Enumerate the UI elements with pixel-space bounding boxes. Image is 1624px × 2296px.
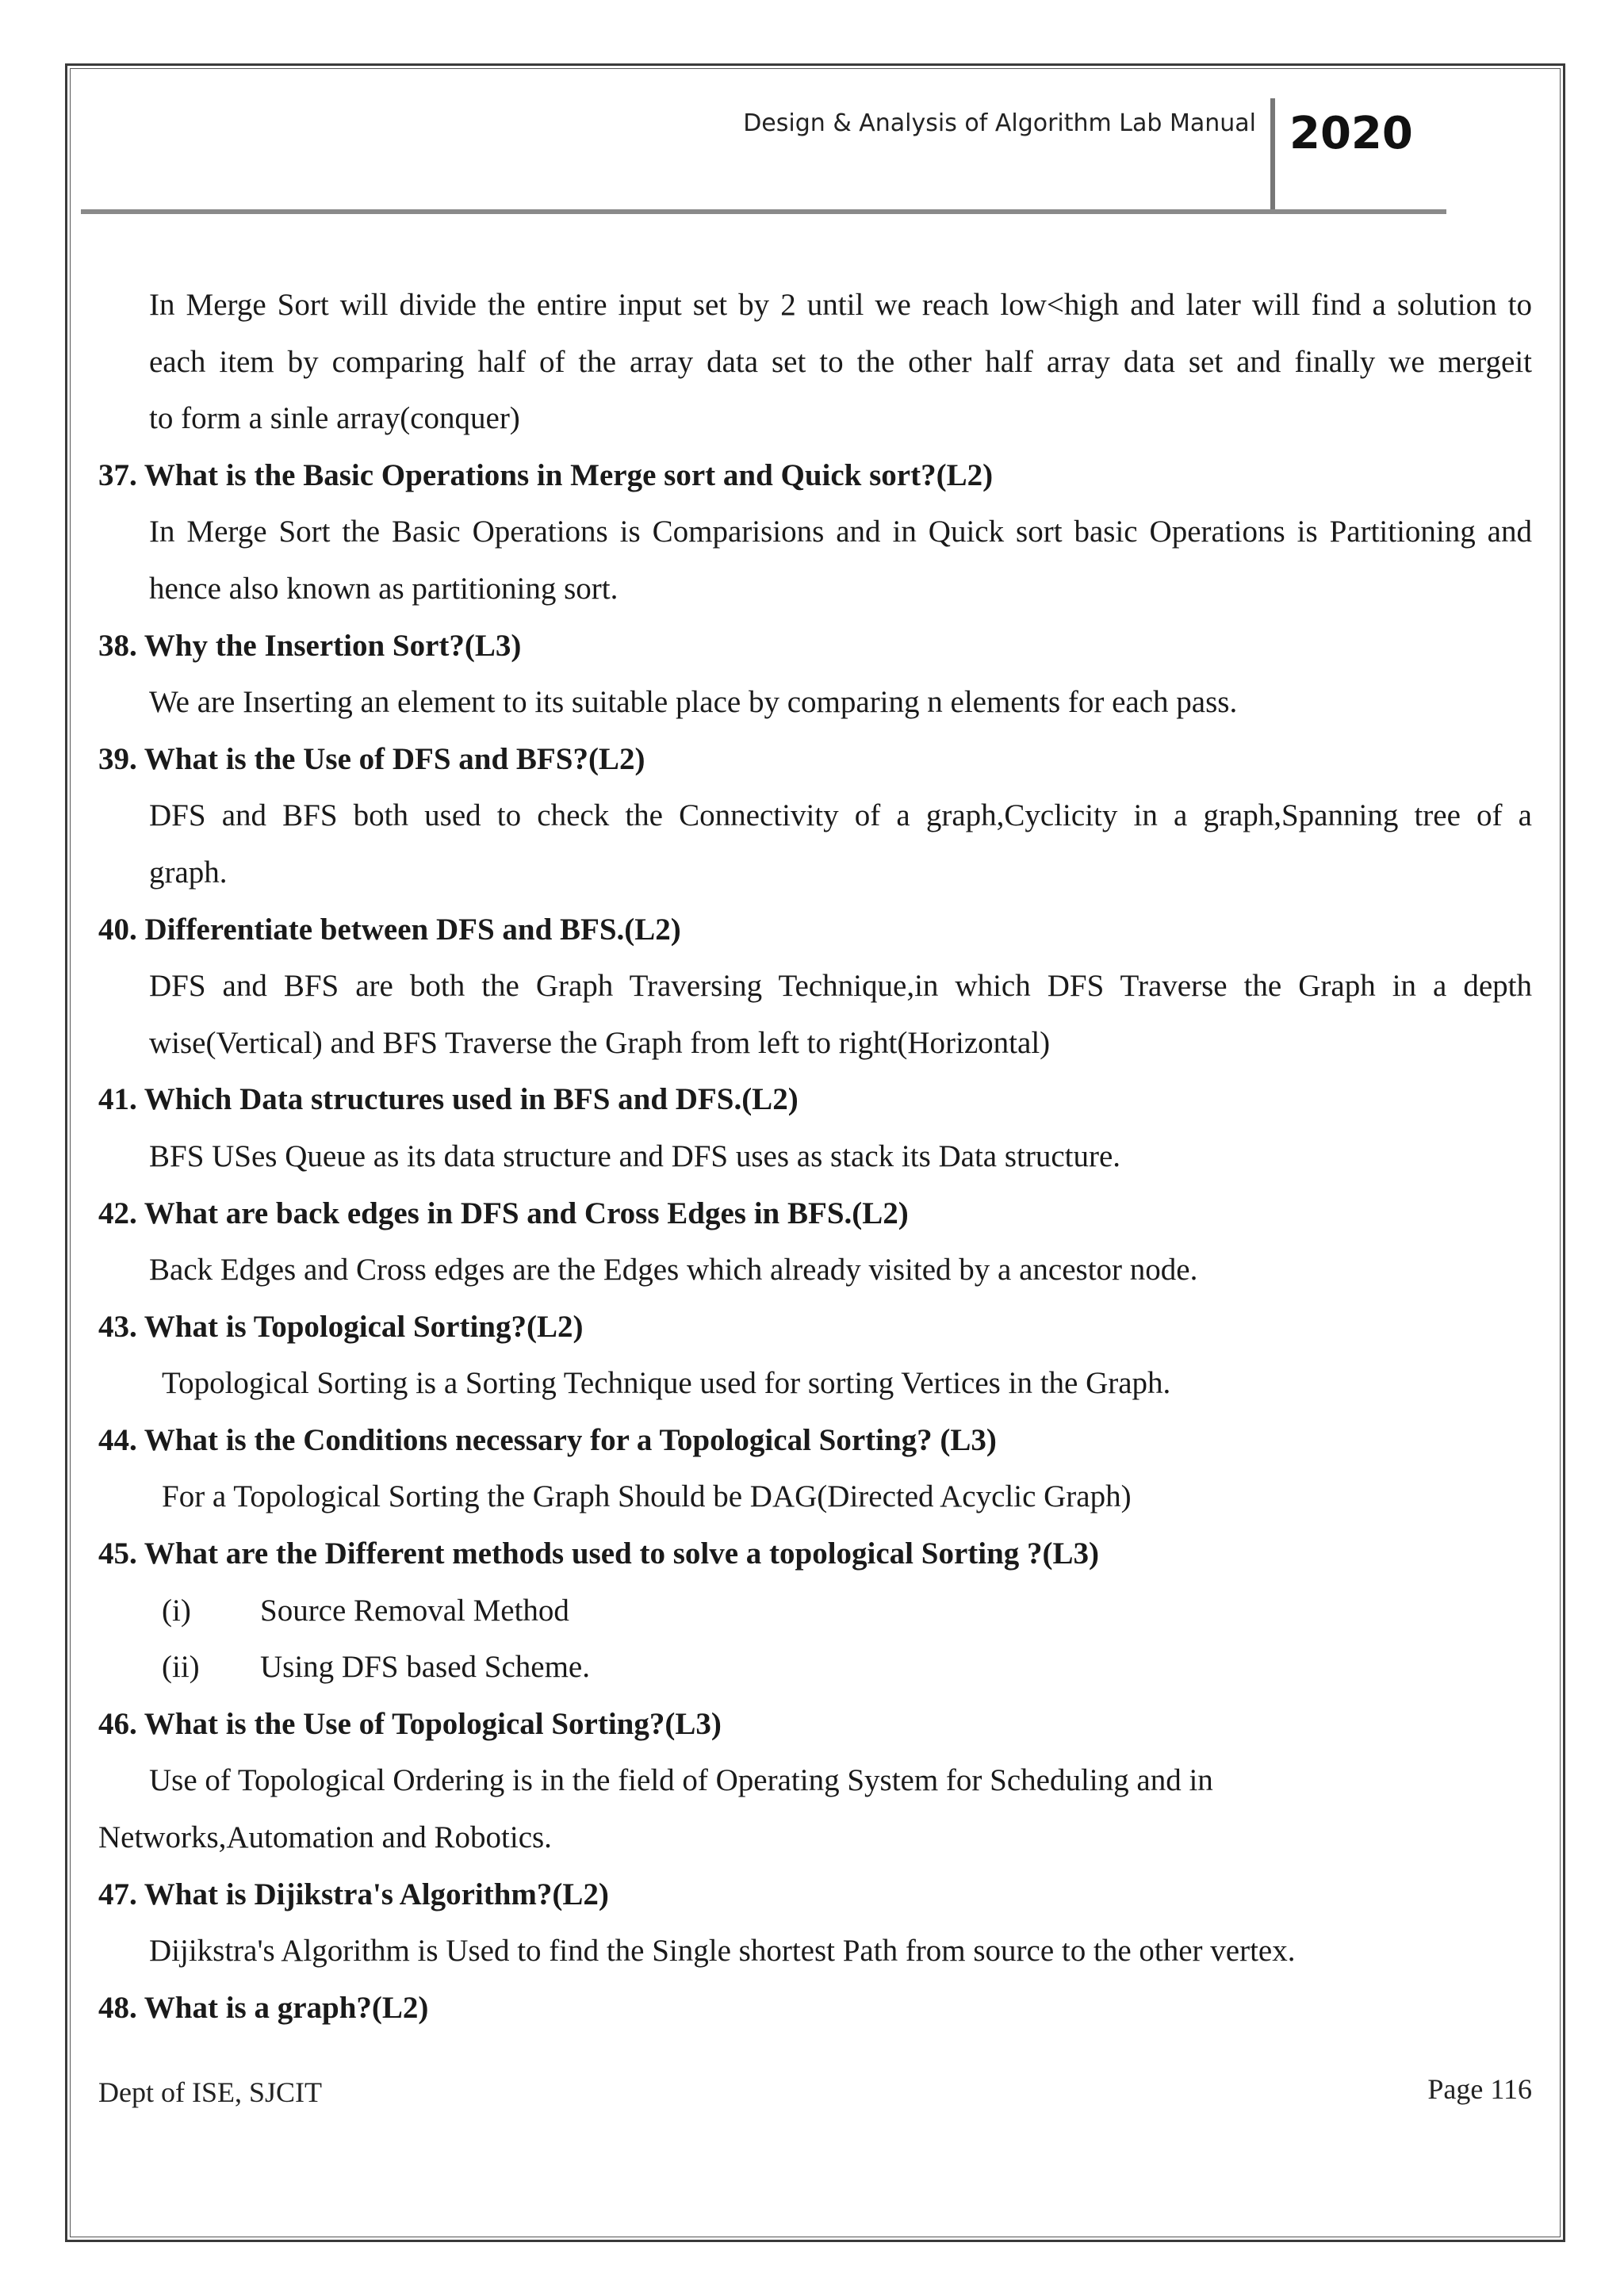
answer-text: In Merge Sort the Basic Operations is Comparisions and in Quick sort basic Operations is Partitioning and — [149, 515, 1532, 549]
answer-text: graph. — [149, 855, 228, 890]
answer-text: DFS and BFS are both the Graph Traversing Technique,in which DFS Traverse the Graph in a depth — [149, 969, 1532, 1004]
answer-text: hence also known as partitioning sort. — [149, 571, 619, 606]
question-45: 45. What are the Different methods used to solve a topological Sorting ?(L3) — [98, 1536, 1100, 1571]
answer-text: Topological Sorting is a Sorting Technique used for sorting Vertices in the Graph. — [162, 1366, 1171, 1401]
answer-text: We are Inserting an element to its suitable place by comparing n elements for each pass. — [149, 685, 1238, 720]
header-divider-horizontal — [81, 209, 1446, 214]
method-text: Using DFS based Scheme. — [260, 1650, 590, 1685]
answer-text: Back Edges and Cross edges are the Edges which already visited by a ancestor node. — [149, 1253, 1198, 1288]
question-43: 43. What is Topological Sorting?(L2) — [98, 1309, 584, 1344]
question-38: 38. Why the Insertion Sort?(L3) — [98, 628, 522, 663]
question-48: 48. What is a graph?(L2) — [98, 1990, 429, 2025]
header-year: 2020 — [1289, 108, 1413, 159]
question-37: 37. What is the Basic Operations in Merge sort and Quick sort?(L2) — [98, 457, 994, 492]
answer-text: DFS and BFS both used to check the Connectivity of a graph,Cyclicity in a graph,Spanning tree of a — [149, 798, 1532, 833]
question-42: 42. What are back edges in DFS and Cross Edges in BFS.(L2) — [98, 1196, 909, 1230]
answer-text: wise(Vertical) and BFS Traverse the Graph from left to right(Horizontal) — [149, 1025, 1051, 1060]
question-40: 40. Differentiate between DFS and BFS.(L2) — [98, 912, 681, 947]
footer-page-number: Page 116 — [1427, 2073, 1532, 2105]
method-item — [98, 1639, 1532, 1696]
header-title: Design & Analysis of Algorithm Lab Manual — [743, 109, 1256, 137]
answer-text: each item by comparing half of the array data set to the other half array data set and finally we mergeit — [149, 344, 1532, 379]
method-number: (ii) — [162, 1650, 200, 1685]
method-text: Source Removal Method — [260, 1593, 569, 1628]
question-44: 44. What is the Conditions necessary for a Topological Sorting? (L3) — [98, 1422, 997, 1457]
question-46: 46. What is the Use of Topological Sorting?(L3) — [98, 1706, 722, 1741]
answer-text: Dijikstra's Algorithm is Used to find the Single shortest Path from source to the other vertex. — [149, 1934, 1296, 1969]
method-number: (i) — [162, 1593, 191, 1628]
question-47: 47. What is Dijikstra's Algorithm?(L2) — [98, 1877, 609, 1911]
answer-text: For a Topological Sorting the Graph Should be DAG(Directed Acyclic Graph) — [162, 1479, 1132, 1514]
question-39: 39. What is the Use of DFS and BFS?(L2) — [98, 741, 645, 776]
footer-department: Dept of ISE, SJCIT — [98, 2076, 322, 2108]
answer-text: Use of Topological Ordering is in the field of Operating System for Scheduling and in — [149, 1763, 1213, 1798]
answer-text: BFS USes Queue as its data structure and DFS uses as stack its Data structure. — [149, 1138, 1121, 1173]
question-41: 41. Which Data structures used in BFS and DFS.(L2) — [98, 1082, 799, 1117]
answer-text: to form a sinle array(conquer) — [149, 401, 520, 436]
answer-text: In Merge Sort will divide the entire input set by 2 until we reach low<high and later will find a solution to — [149, 288, 1532, 322]
page-content — [98, 277, 1532, 2036]
header-divider-vertical — [1270, 98, 1275, 211]
answer-text: Networks,Automation and Robotics. — [98, 1820, 552, 1855]
method-item — [98, 1582, 1532, 1640]
